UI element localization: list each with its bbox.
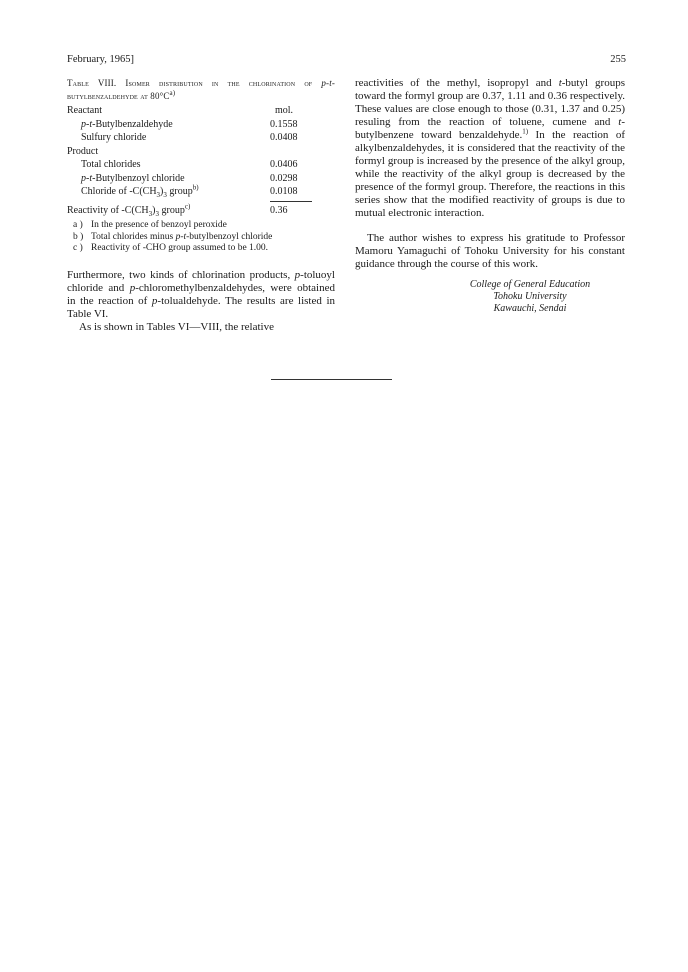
table-row bbox=[67, 145, 335, 159]
table-label: Table VIII. bbox=[67, 78, 117, 88]
left-column bbox=[67, 77, 335, 334]
footnote-c: c ) Reactivity of -CHO group assumed to be 1.00. bbox=[73, 243, 269, 253]
running-header: February, 1965] bbox=[67, 54, 134, 65]
author-affiliation: College of General Education Tohoku University Kawauchi, Sendai bbox=[469, 279, 591, 314]
table-row: Reactivity of $-C(CH_3)_3$ group$^{c)}$ 0.36 bbox=[67, 202, 288, 218]
acknowledgement-paragraph: The author wishes to express his gratitude to Professor Mamoru Yamaguchi of Tohoku University for his constant guidance through the course of this work. bbox=[355, 232, 625, 270]
paragraph: reactivities of the methyl, isopropyl and t-butyl groups toward the formyl group are 0.37, 1.11 and 0.36 respectively. These values are close enough to those (0.31, 1.37 and 0.25) resuling from the reaction of toluene, cumene and t-butylbenzene toward benzaldehyde.$^{1)}$ In the reaction of alkylbenzaldehydes, it is considered that the reactivity of the formyl group is increased by the presence of the alkyl group, while the reactivity of the alkyl group is decreased by the presence of the formyl group. Therefore, the reactions in this series show that the modified reactivity of groups is due to mutual electronic interaction. bbox=[355, 77, 626, 219]
table-row: p-t-Butylbenzaldehyde 0.1558 bbox=[81, 118, 298, 130]
page-number: 255 bbox=[610, 54, 626, 65]
table-row: Sulfury chloride 0.0408 bbox=[81, 132, 298, 143]
table-caption: Table VIII. Isomer distribution in the chlorination of p-t-butylbenzaldehyde at $80^\circ C^{a)}$ bbox=[67, 78, 335, 101]
table-row: p-t-Butylbenzoyl chloride 0.0298 bbox=[81, 172, 298, 184]
footnote-b: b ) Total chlorides minus p-t-butylbenzoyl chloride bbox=[73, 231, 273, 242]
footnote-a: a ) In the presence of benzoyl peroxide bbox=[73, 220, 227, 230]
paragraph: Furthermore, two kinds of chlorination products, p-toluoyl chloride and p-chloromethylbenzaldehydes, were obtained in the reaction of p-tolualdehyde. The results are listed in Table VI. bbox=[67, 268, 335, 320]
left-body-text bbox=[67, 269, 335, 334]
table-row: Chloride of $-C(CH_3)_3$ group$^{b)}$ 0.0108 bbox=[81, 183, 298, 199]
table-rule bbox=[270, 201, 312, 202]
table-footnotes bbox=[67, 220, 317, 255]
table-row: Total chlorides 0.0406 bbox=[81, 159, 298, 170]
data-table bbox=[67, 104, 335, 217]
table-row bbox=[67, 104, 335, 118]
reactant-heading: Reactant bbox=[67, 105, 102, 116]
end-rule bbox=[271, 379, 392, 380]
column-header-mol: mol. bbox=[275, 105, 294, 116]
paragraph: As is shown in Tables VI—VIII, the relative bbox=[79, 320, 274, 333]
right-column bbox=[355, 77, 625, 315]
product-heading: Product bbox=[67, 145, 99, 157]
